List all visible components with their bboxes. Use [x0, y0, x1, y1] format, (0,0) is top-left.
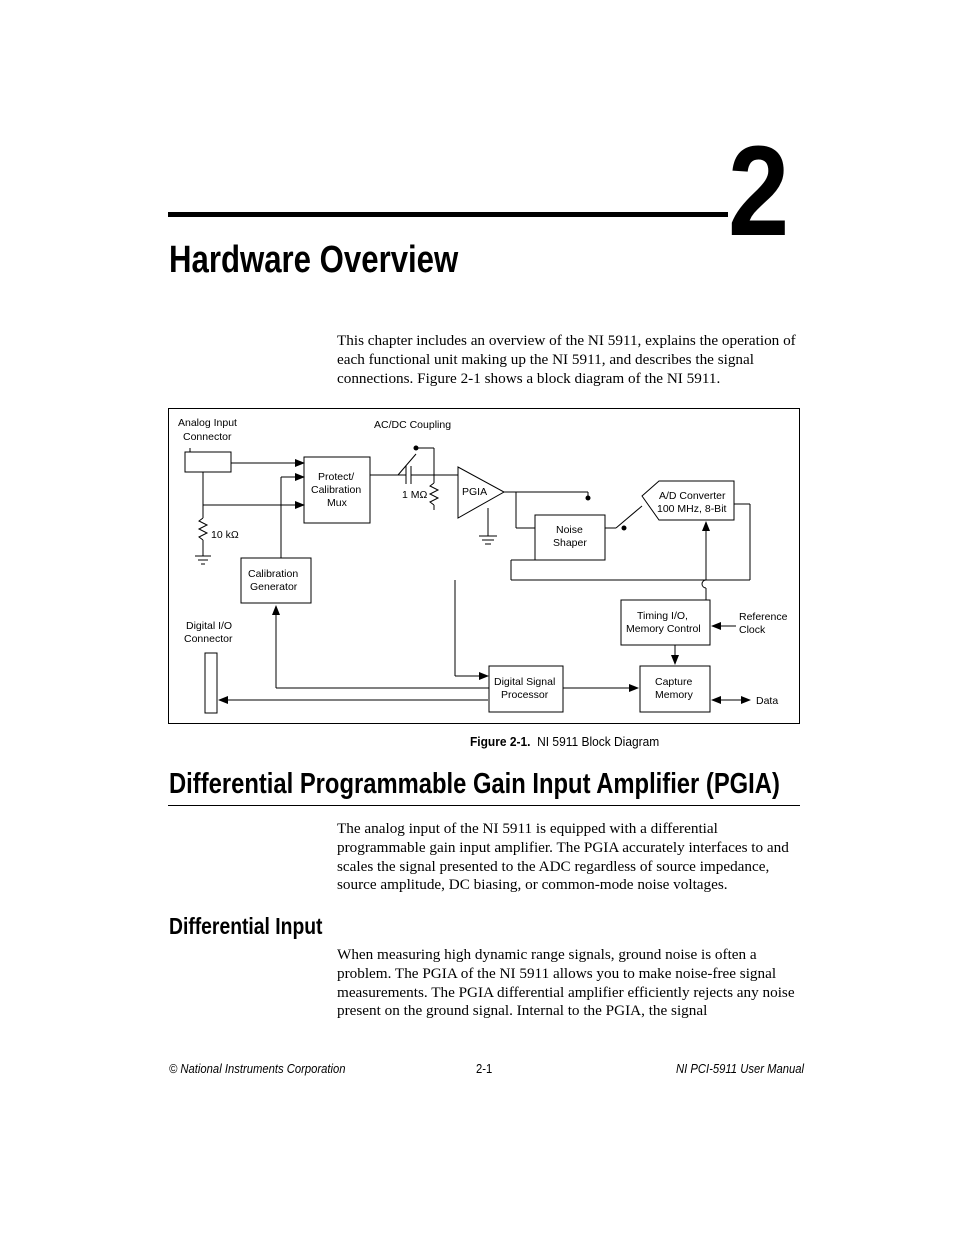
digital-io-connector: [205, 653, 217, 713]
subsection-heading: Differential Input: [169, 913, 323, 939]
intro-paragraph: This chapter includes an overview of the NI 5911, explains the operation of each functional unit making up the NI 5911, and describes the signal connections. Figure 2-1 shows a block diagram of the NI 5911.: [337, 332, 796, 387]
label-dio-1: Digital I/O: [186, 620, 233, 632]
label-protect-3: Mux: [327, 497, 347, 509]
label-analog-input-1: Analog Input: [178, 417, 237, 429]
label-analog-input-2: Connector: [183, 431, 232, 443]
label-timing-1: Timing I/O,: [637, 610, 688, 622]
block-diagram: [168, 408, 800, 724]
section-paragraph: The analog input of the NI 5911 is equipped with a differential programmable gain input amplifier. The PGIA accurately interfaces to and scales the signal presented to the ADC regardless of source impedance, source amplitude, DC biasing, or common-mode noise voltages.: [337, 820, 789, 894]
label-one-meg: 1 MΩ: [402, 489, 428, 501]
label-protect-1: Protect/: [318, 471, 355, 483]
figure-caption-text: NI 5911 Block Diagram: [537, 734, 660, 749]
footer-copyright: © National Instruments Corporation: [169, 1062, 346, 1076]
chapter-title: Hardware Overview: [169, 239, 459, 281]
label-dsp-2: Processor: [501, 689, 549, 701]
label-adc-1: A/D Converter: [659, 490, 726, 502]
section-rule: [168, 805, 800, 806]
label-capture-1: Capture: [655, 676, 693, 688]
label-refclk-1: Reference: [739, 611, 788, 623]
label-noise-2: Shaper: [553, 537, 587, 549]
label-acdc-coupling: AC/DC Coupling: [374, 419, 452, 431]
label-calgen-1: Calibration: [248, 568, 299, 580]
footer-page-number: 2-1: [476, 1062, 493, 1076]
label-adc-2: 100 MHz, 8-Bit: [657, 503, 727, 515]
label-noise-1: Noise: [556, 524, 583, 536]
chapter-rule: [168, 212, 728, 217]
label-pgia: PGIA: [462, 486, 488, 498]
label-calgen-2: Generator: [250, 581, 298, 593]
label-dsp-1: Digital Signal: [494, 676, 556, 688]
label-capture-2: Memory: [655, 689, 693, 701]
label-timing-2: Memory Control: [626, 623, 701, 635]
label-data: Data: [756, 695, 779, 707]
label-protect-2: Calibration: [311, 484, 362, 496]
label-refclk-2: Clock: [739, 624, 766, 636]
section-heading: Differential Programmable Gain Input Amplifier (PGIA): [169, 768, 780, 800]
label-dio-2: Connector: [184, 633, 233, 645]
label-ten-k: 10 kΩ: [211, 529, 239, 541]
figure-caption-label: Figure 2-1.: [470, 734, 531, 749]
analog-input-connector: [185, 452, 231, 472]
chapter-number: 2: [728, 120, 786, 263]
subsection-paragraph: When measuring high dynamic range signals, ground noise is often a problem. The PGIA of the NI 5911 allows you to make noise-free signal measurements. The PGIA differential amplifier efficiently rejects any noise present on the ground signal. Internal to the PGIA, the signal: [337, 946, 795, 1020]
figure-caption: [470, 734, 659, 750]
footer-manual-title: NI PCI-5911 User Manual: [676, 1062, 804, 1076]
